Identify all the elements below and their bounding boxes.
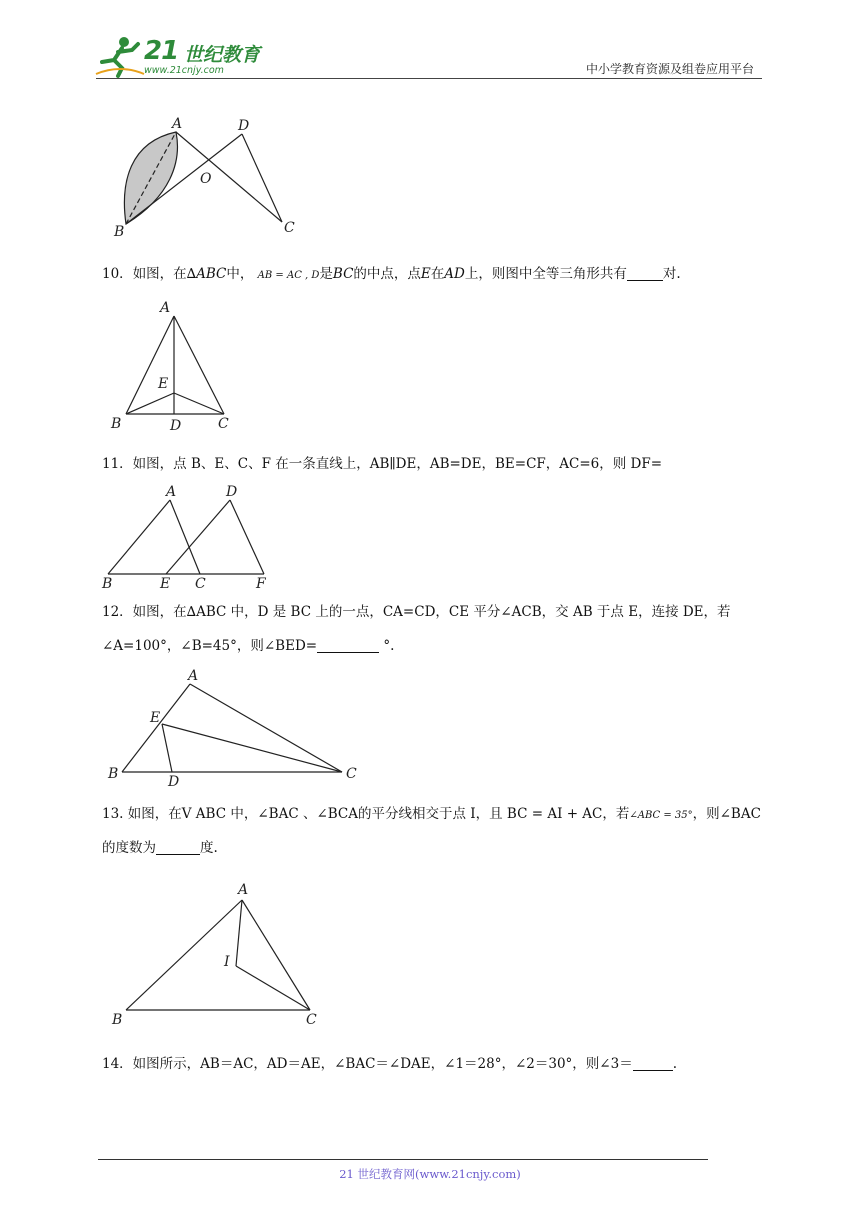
q10-text-c: 中， bbox=[226, 266, 254, 282]
q13-line2-a: 的度数为 bbox=[102, 840, 156, 856]
line-ac bbox=[190, 684, 342, 772]
q10-text-j: 上，则图中全等三角形共有 bbox=[464, 266, 627, 282]
label-e: E bbox=[158, 376, 169, 392]
figure-q12 bbox=[104, 668, 374, 788]
figure-q11 bbox=[100, 480, 280, 590]
label-e: E bbox=[150, 710, 161, 726]
label-b: B bbox=[111, 416, 122, 432]
q10-text-e: BC bbox=[332, 266, 354, 282]
q13-line2-b: 度. bbox=[200, 840, 218, 856]
q13-answer-blank[interactable] bbox=[156, 840, 200, 855]
runner-logo-icon bbox=[96, 34, 146, 78]
figure-q13 bbox=[106, 880, 336, 1030]
q14-text-a: 14．如图所示，AB＝AC，AD＝AE，∠BAC＝∠DAE，∠1＝28°，∠2＝30°，则∠3＝ bbox=[102, 1056, 633, 1072]
logo-url: www.21cnjy.com bbox=[144, 65, 224, 76]
q12-line2-b: °. bbox=[383, 638, 395, 654]
line-ec bbox=[162, 724, 342, 772]
line-ce bbox=[174, 393, 224, 414]
label-d: D bbox=[238, 118, 250, 134]
q13-condition: ∠ABC = 35° bbox=[629, 810, 693, 821]
label-a: A bbox=[160, 300, 171, 316]
site-subtitle: 中小学教育资源及组卷应用平台 bbox=[585, 62, 754, 76]
line-ed bbox=[162, 724, 172, 772]
question-13-line-2 bbox=[102, 838, 218, 858]
label-b: B bbox=[112, 1012, 123, 1028]
line-ac bbox=[176, 132, 282, 222]
line-ic bbox=[236, 966, 310, 1010]
label-e: E bbox=[160, 576, 171, 592]
label-c: C bbox=[195, 576, 206, 592]
label-a: A bbox=[172, 116, 183, 132]
q12-answer-blank[interactable] bbox=[317, 638, 379, 653]
q10-condition: AB = AC , D bbox=[257, 270, 320, 281]
line-ac bbox=[170, 500, 200, 574]
line-dc bbox=[242, 134, 282, 222]
logo-chinese-text: 世纪教育 bbox=[184, 44, 261, 66]
q10-text-h: 在 bbox=[430, 266, 445, 282]
q14-text-b: . bbox=[672, 1056, 678, 1072]
label-a: A bbox=[166, 484, 177, 500]
line-ed bbox=[166, 500, 230, 574]
label-d: D bbox=[170, 418, 182, 434]
label-d: D bbox=[168, 774, 180, 790]
q14-answer-blank[interactable] bbox=[633, 1056, 673, 1071]
label-f: F bbox=[256, 576, 266, 592]
q10-text-d: 是 bbox=[319, 266, 333, 282]
q10-text-a: 如图，在∆ bbox=[132, 266, 197, 282]
line-df bbox=[230, 500, 264, 574]
line-ba bbox=[108, 500, 170, 574]
question-14 bbox=[102, 1054, 677, 1074]
label-c: C bbox=[284, 220, 295, 236]
q10-answer-blank[interactable] bbox=[627, 266, 663, 281]
footer-text[interactable]: 21 世纪教育网(www.21cnjy.com) bbox=[339, 1167, 521, 1181]
q10-text-g: E bbox=[420, 266, 431, 282]
question-12-line-1: 12．如图，在∆ABC 中，D 是 BC 上的一点，CA=CD，CE 平分∠ACB，交 AB 于点 E，连接 DE，若 bbox=[102, 604, 731, 620]
label-b: B bbox=[108, 766, 119, 782]
line-ac bbox=[174, 316, 224, 414]
label-b: B bbox=[114, 224, 125, 240]
footer-divider bbox=[98, 1159, 708, 1160]
label-a: A bbox=[238, 882, 249, 898]
label-c: C bbox=[218, 416, 229, 432]
figure-q9 bbox=[110, 112, 310, 242]
q10-text-k: 对. bbox=[662, 266, 681, 282]
q12-line2-a: ∠A=100°，∠B=45°，则∠BED= bbox=[102, 638, 318, 654]
label-c: C bbox=[346, 766, 357, 782]
q13-line1-a: 13. 如图，在V ABC 中，∠BAC 、∠BCA的平分线相交于点 I，且 BC = AI + AC，若 bbox=[102, 806, 630, 822]
question-13-line-1 bbox=[102, 804, 761, 826]
logo-number: 21 bbox=[144, 36, 179, 66]
label-a: A bbox=[188, 668, 199, 684]
line-ac bbox=[242, 900, 310, 1010]
line-be bbox=[126, 393, 174, 414]
label-d: D bbox=[226, 484, 238, 500]
q10-text-f: 的中点，点 bbox=[353, 266, 421, 282]
line-ab bbox=[122, 684, 190, 772]
label-o: O bbox=[200, 171, 212, 187]
q10-number: 10． bbox=[102, 266, 133, 282]
q10-text-b: ABC bbox=[196, 266, 227, 282]
line-ai bbox=[236, 900, 242, 966]
question-11: 11．如图，点 B、E、C、F 在一条直线上，AB∥DE，AB=DE，BE=CF，AC=6，则 DF= bbox=[102, 456, 663, 472]
label-i: I bbox=[224, 954, 230, 970]
q10-text-i: AD bbox=[444, 266, 465, 282]
question-10 bbox=[102, 264, 681, 286]
q13-line1-b: ，则∠BAC bbox=[692, 806, 761, 822]
figure-q10 bbox=[106, 296, 246, 436]
question-12-line-2 bbox=[102, 636, 394, 656]
header-divider bbox=[96, 78, 762, 79]
line-ab bbox=[126, 316, 174, 414]
label-b: B bbox=[102, 576, 113, 592]
label-c: C bbox=[306, 1012, 317, 1028]
